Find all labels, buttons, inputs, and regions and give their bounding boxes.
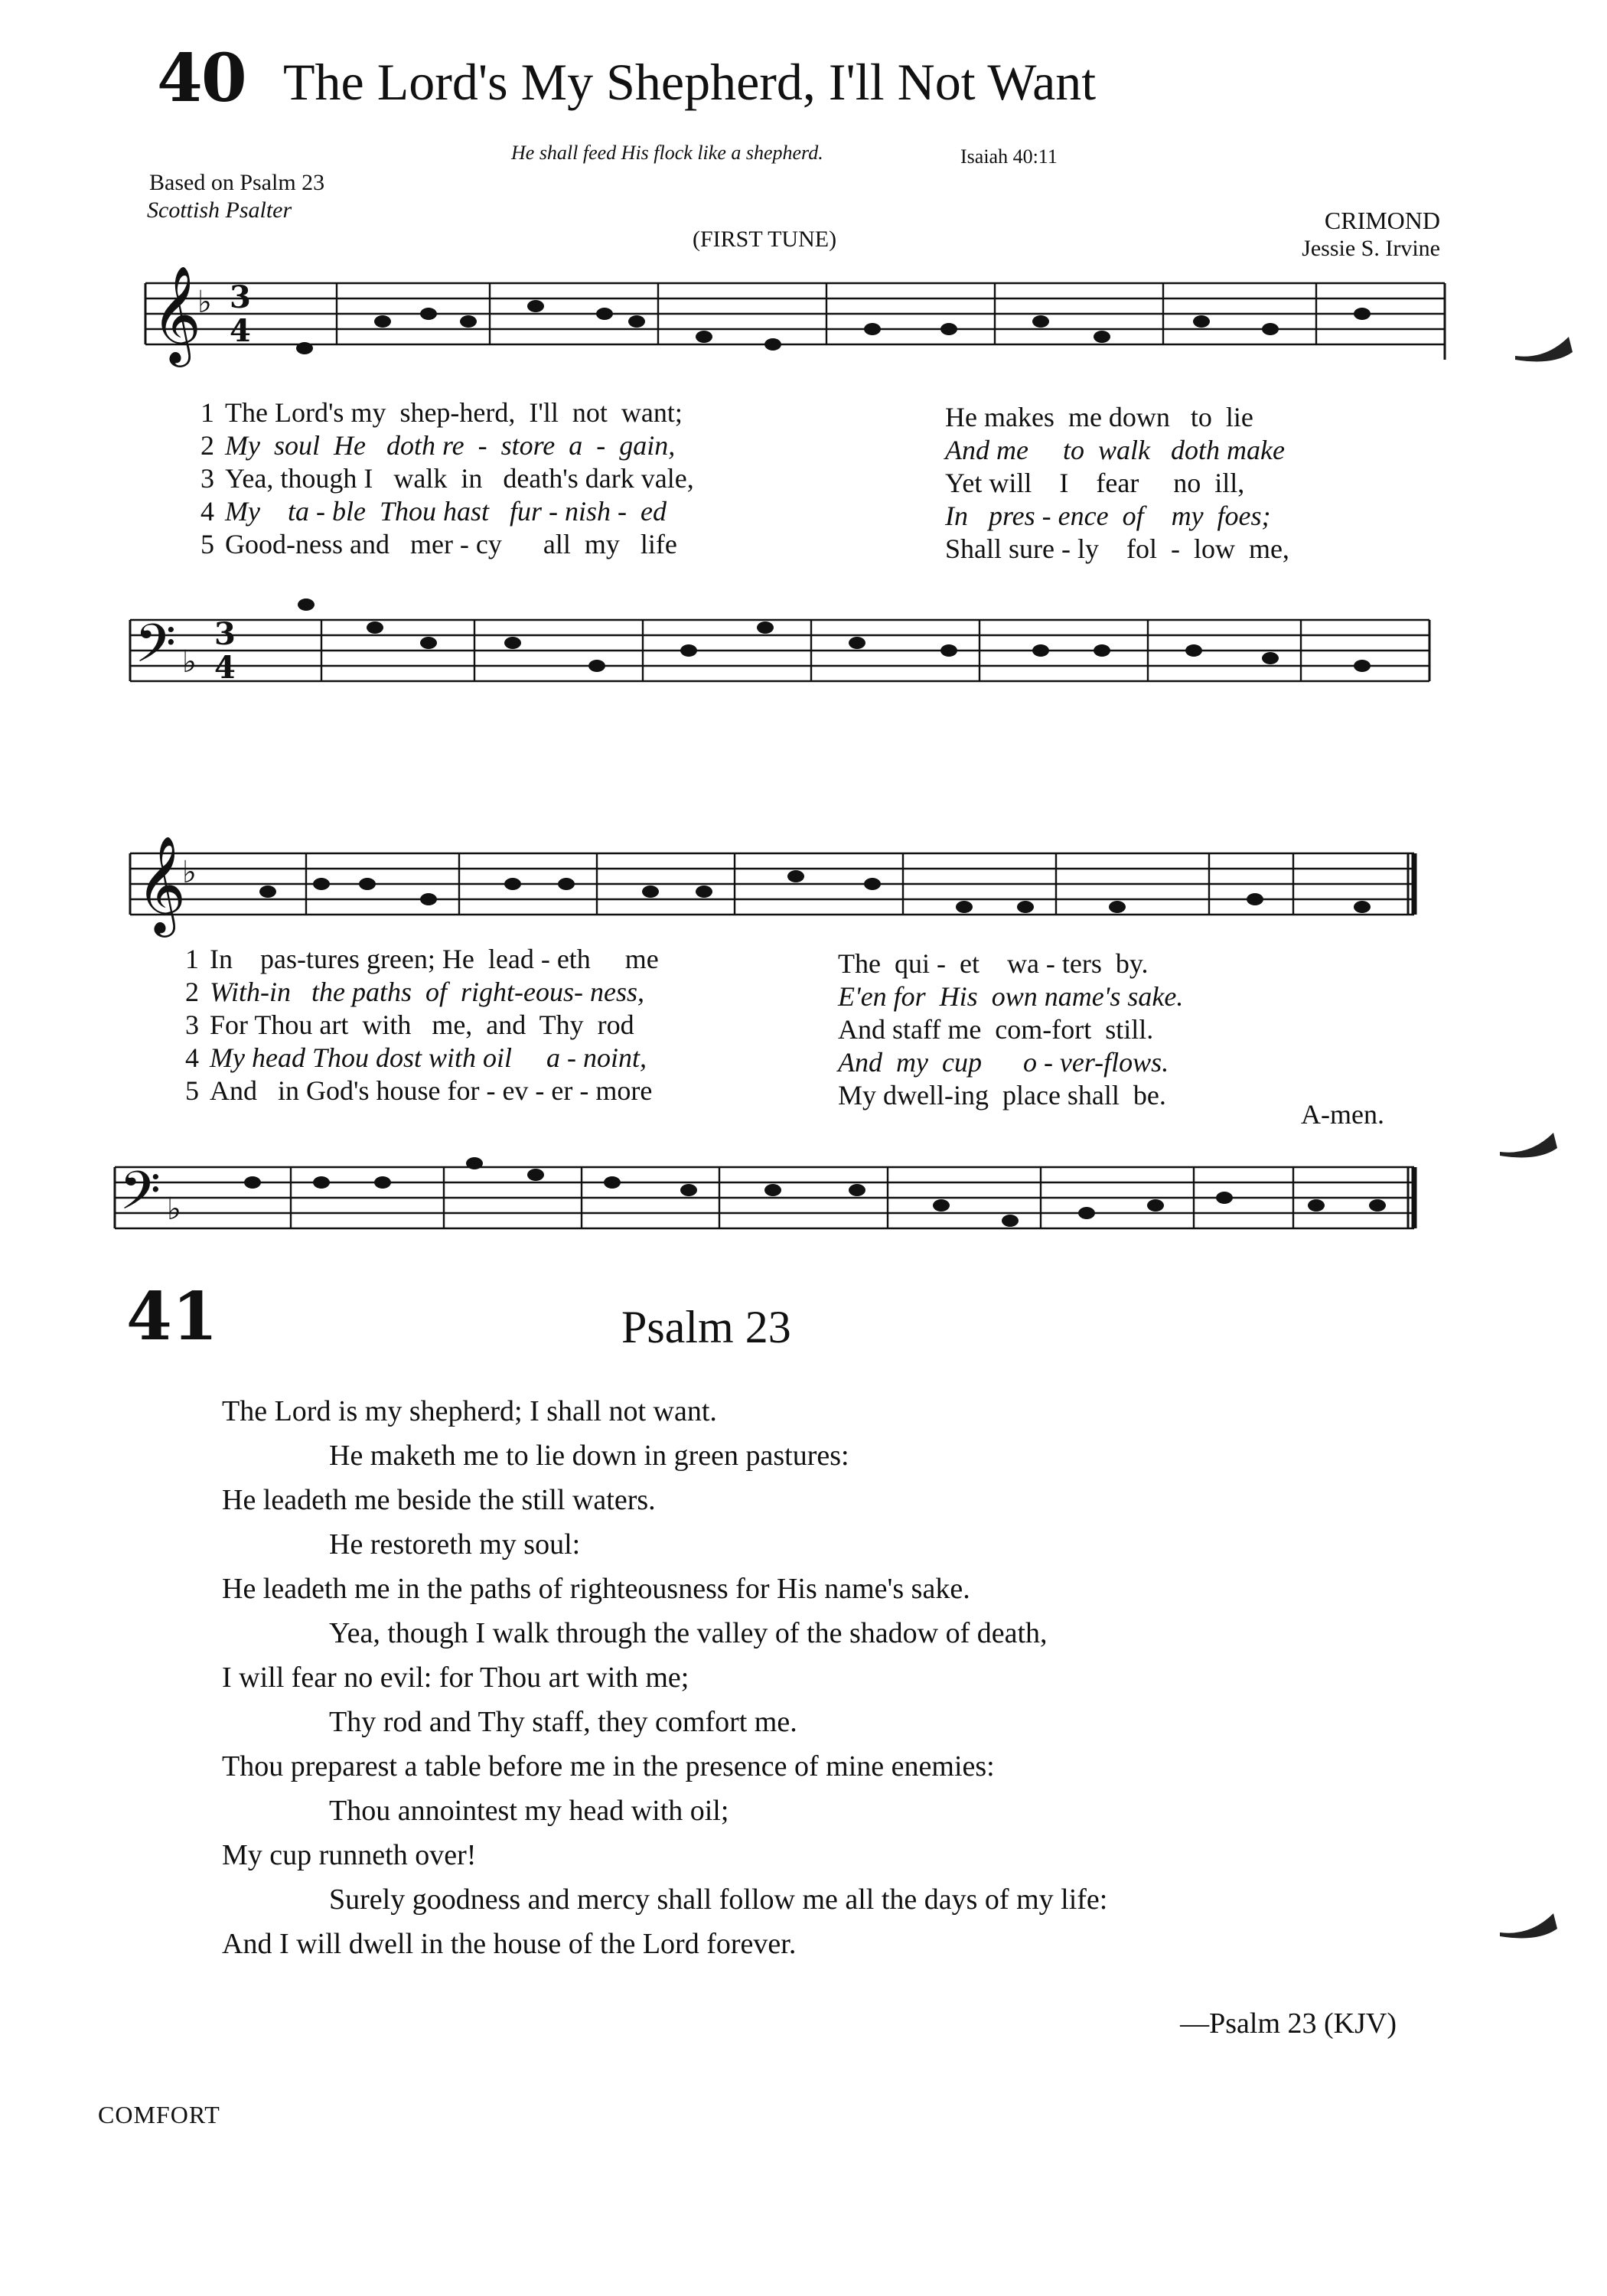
verse-text: In pas-tures green; He lead - eth me xyxy=(210,944,659,974)
svg-text:4: 4 xyxy=(230,313,251,349)
binder-tab-icon xyxy=(1500,1117,1561,1163)
system1-verse-4-b: In pres - ence of my foes; xyxy=(945,501,1271,531)
flat-icon: ♭ xyxy=(197,285,212,320)
verse-number: 2 xyxy=(200,430,214,461)
attribution: —Psalm 23 (KJV) xyxy=(1180,2007,1397,2040)
verse-number: 3 xyxy=(185,1009,199,1040)
svg-text:♭: ♭ xyxy=(182,644,197,680)
system2-verse-1-a xyxy=(176,943,659,975)
system1-verse-2-b: And me to walk doth make xyxy=(945,435,1285,465)
bass-staff-1 xyxy=(130,620,1429,681)
verse-number: 4 xyxy=(200,496,214,527)
svg-text:3: 3 xyxy=(214,616,236,652)
psalm-title: Psalm 23 xyxy=(621,1302,791,1352)
verse-number: 4 xyxy=(185,1042,199,1073)
hymn-number: 40 xyxy=(157,40,246,117)
text-source: Scottish Psalter xyxy=(147,197,292,223)
psalm-line: He restoreth my soul: xyxy=(329,1528,581,1561)
tune-name: CRIMOND xyxy=(1324,207,1440,234)
svg-text:𝄢: 𝄢 xyxy=(119,1159,161,1234)
verse-number: 1 xyxy=(200,397,214,428)
psalm-line: Surely goodness and mercy shall follow me all the days of my life: xyxy=(329,1883,1108,1916)
system2-verse-4-b: And my cup o - ver-flows. xyxy=(838,1047,1169,1078)
system2-verse-1-b: The qui - et wa - ters by. xyxy=(838,948,1149,979)
bass-clef-icon: 𝄢 xyxy=(135,612,177,687)
binder-tab-icon xyxy=(1500,1898,1561,1944)
amen: A-men. xyxy=(1301,1099,1384,1130)
epigraph-reference: Isaiah 40:11 xyxy=(960,145,1058,168)
verse-number: 2 xyxy=(185,977,199,1007)
verse-text: My ta - ble Thou hast fur - nish - ed xyxy=(225,496,667,527)
system1-verse-5-a xyxy=(191,528,677,560)
system2-verse-3-a xyxy=(176,1009,634,1041)
svg-text:4: 4 xyxy=(214,650,236,686)
svg-text:3: 3 xyxy=(230,279,251,315)
system1-verse-2-a xyxy=(191,429,675,461)
system1-verse-3-b: Yet will I fear no ill, xyxy=(945,468,1245,498)
psalm-line: Thou preparest a table before me in the presence of mine enemies: xyxy=(222,1750,995,1782)
verse-number: 1 xyxy=(185,944,199,974)
treble-staff-1 xyxy=(145,283,1445,344)
svg-text:𝄞: 𝄞 xyxy=(136,835,187,933)
treble-clef-icon: 𝄞 xyxy=(152,265,202,363)
psalm-line: He maketh me to lie down in green pastures: xyxy=(329,1440,849,1472)
page-category: COMFORT xyxy=(98,2101,220,2128)
psalm-line: My cup runneth over! xyxy=(222,1839,477,1871)
psalm-number: 41 xyxy=(126,1278,218,1355)
system1-verse-1-b: He makes me down to lie xyxy=(945,402,1253,432)
composer: Jessie S. Irvine xyxy=(1302,236,1440,261)
system2-verse-2-a xyxy=(176,976,644,1008)
verse-text: For Thou art with me, and Thy rod xyxy=(210,1009,634,1040)
psalm-line: Thy rod and Thy staff, they comfort me. xyxy=(329,1706,797,1738)
verse-number: 5 xyxy=(200,529,214,559)
psalm-line: Thou annointest my head with oil; xyxy=(329,1795,729,1827)
system1-verse-4-a xyxy=(191,495,667,527)
verse-number: 3 xyxy=(200,463,214,494)
tune-label: (FIRST TUNE) xyxy=(693,227,837,252)
epigraph: He shall feed His flock like a shepherd. xyxy=(511,142,823,164)
psalm-line: I will fear no evil: for Thou art with me; xyxy=(222,1662,689,1694)
svg-text:♭: ♭ xyxy=(182,855,197,890)
psalm-line: And I will dwell in the house of the Lord forever. xyxy=(222,1928,797,1960)
verse-text: Good-ness and mer - cy all my life xyxy=(225,529,677,559)
verse-text: And in God's house for - ev - er - more xyxy=(210,1075,653,1106)
psalm-line: The Lord is my shepherd; I shall not want. xyxy=(222,1395,717,1427)
svg-text:♭: ♭ xyxy=(167,1192,181,1227)
verse-text: The Lord's my shep-herd, I'll not want; xyxy=(225,397,683,428)
verse-number: 5 xyxy=(185,1075,199,1106)
hymn-title: The Lord's My Shepherd, I'll Not Want xyxy=(283,53,1097,111)
psalm-line: He leadeth me in the paths of righteousness for His name's sake. xyxy=(222,1573,970,1605)
binder-tab-icon xyxy=(1515,321,1576,367)
system1-verse-1-a xyxy=(191,396,683,429)
system1-verse-3-a xyxy=(191,462,694,494)
psalm-line: He leadeth me beside the still waters. xyxy=(222,1484,656,1516)
system2-verse-2-b: E'en for His own name's sake. xyxy=(838,981,1184,1012)
system2-verse-4-a xyxy=(176,1042,647,1074)
based-on: Based on Psalm 23 xyxy=(149,170,325,195)
system2-verse-5-a xyxy=(176,1075,652,1107)
system2-verse-3-b: And staff me com-fort still. xyxy=(838,1014,1154,1045)
psalm-line: Yea, though I walk through the valley of the shadow of death, xyxy=(329,1617,1048,1649)
verse-text: With-in the paths of right-eous- ness, xyxy=(210,977,644,1007)
verse-text: My soul He doth re - store a - gain, xyxy=(225,430,676,461)
verse-text: My head Thou dost with oil a - noint, xyxy=(210,1042,647,1073)
verse-text: Yea, though I walk in death's dark vale, xyxy=(225,463,694,494)
system1-verse-5-b: Shall sure - ly fol - low me, xyxy=(945,533,1289,564)
system2-verse-5-b: My dwell-ing place shall be. xyxy=(838,1080,1166,1110)
